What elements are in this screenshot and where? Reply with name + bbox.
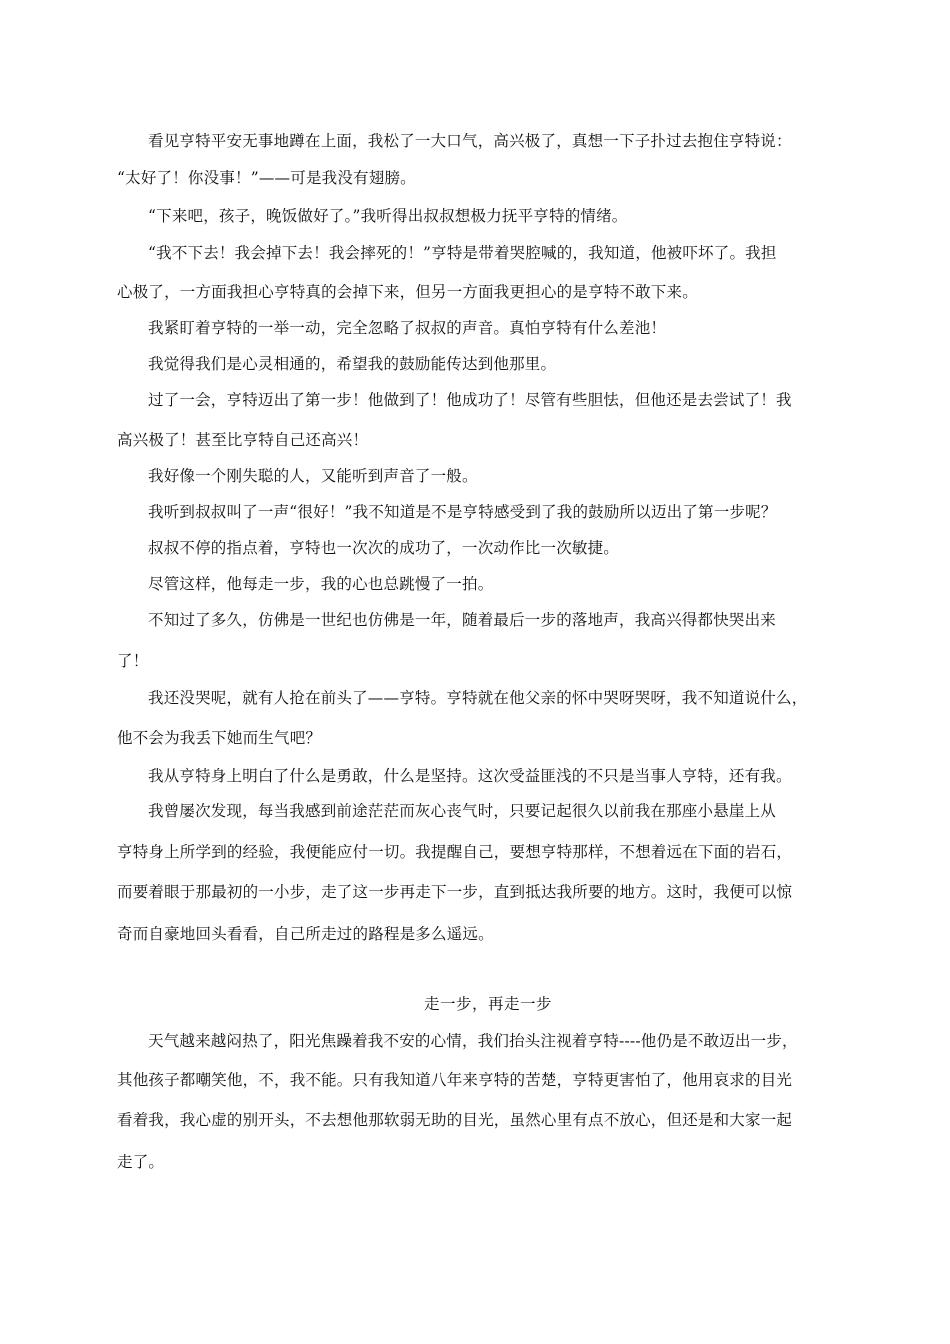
paragraph-line: 他不会为我丢下她而生气吧？ xyxy=(117,729,322,747)
paragraph-line: “我不下去！我会掉下去！我会摔死的！”亨特是带着哭腔喊的，我知道，他被吓坏了。我担 xyxy=(148,244,777,262)
paragraph-line: 亨特身上所学到的经验，我便能应付一切。我提醒自己，要想亨特那样，不想着远在下面的岩石， xyxy=(117,843,793,861)
paragraph-line: 过了一会，亨特迈出了第一步！他做到了！他成功了！尽管有些胆怯，但他还是去尝试了！我 xyxy=(148,391,792,409)
paragraph-line: 高兴极了！甚至比亨特自己还高兴！ xyxy=(117,431,369,449)
paragraph-line: 心极了，一方面我担心亨特真的会掉下来，但另一方面我更担心的是亨特不敢下来。 xyxy=(117,283,698,301)
paragraph-line: 我听到叔叔叫了一声“很好！”我不知道是不是亨特感受到了我的鼓励所以迈出了第一步呢？ xyxy=(148,503,777,521)
paragraph-line: 我还没哭呢，就有人抢在前头了——亨特。亨特就在他父亲的怀中哭呀哭呀，我不知道说什么， xyxy=(148,689,808,707)
paragraph-line: “下来吧，孩子，晚饭做好了。”我听得出叔叔想极力抚平亨特的情绪。 xyxy=(148,207,628,225)
paragraph-line: 不知过了多久，仿佛是一世纪也仿佛是一年，随着最后一步的落地声，我高兴得都快哭出来 xyxy=(148,611,777,629)
paragraph-line: 尽管这样，他每走一步，我的心也总跳慢了一拍。 xyxy=(148,575,494,593)
paragraph-line: 看见亨特平安无事地蹲在上面，我松了一大口气，高兴极了，真想一下子扑过去抱住亨特说： xyxy=(148,132,792,150)
paragraph-line: 我好像一个刚失聪的人，又能听到声音了一般。 xyxy=(148,467,478,485)
paragraph-line: 叔叔不停的指点着，亨特也一次次的成功了，一次动作比一次敏捷。 xyxy=(148,539,620,557)
paragraph-line: 我曾屡次发现，每当我感到前途茫茫而灰心丧气时，只要记起很久以前我在那座小悬崖上从 xyxy=(148,802,777,820)
section-title: 走一步，再走一步 xyxy=(424,995,553,1013)
paragraph-line: 天气越来越闷热了，阳光焦躁着我不安的心情，我们抬头注视着亨特----他仍是不敢迈出一步， xyxy=(148,1032,798,1050)
paragraph-line: 我觉得我们是心灵相通的，希望我的鼓励能传达到他那里。 xyxy=(148,355,557,373)
paragraph-line: “太好了！你没事！”——可是我没有翅膀。 xyxy=(117,169,416,187)
paragraph-line: 我从亨特身上明白了什么是勇敢，什么是坚持。这次受益匪浅的不只是当事人亨特，还有我。 xyxy=(148,767,792,785)
paragraph-line: 了！ xyxy=(117,652,149,670)
paragraph-line: 其他孩子都嘲笑他，不，我不能。只有我知道八年来亨特的苦楚，亨特更害怕了，他用哀求的目光 xyxy=(117,1071,793,1089)
paragraph-line: 走了。 xyxy=(117,1153,165,1171)
paragraph-line: 而要着眼于那最初的一小步，走了这一步再走下一步，直到抵达我所要的地方。这时，我便可以惊 xyxy=(117,883,793,901)
paragraph-line: 看着我，我心虚的别开头，不去想他那软弱无助的目光，虽然心里有点不放心，但还是和大家一起 xyxy=(117,1111,793,1129)
paragraph-line: 奇而自豪地回头看看，自己所走过的路程是多么遥远。 xyxy=(117,925,494,943)
paragraph-line: 我紧盯着亨特的一举一动，完全忽略了叔叔的声音。真怕亨特有什么差池！ xyxy=(148,319,667,337)
